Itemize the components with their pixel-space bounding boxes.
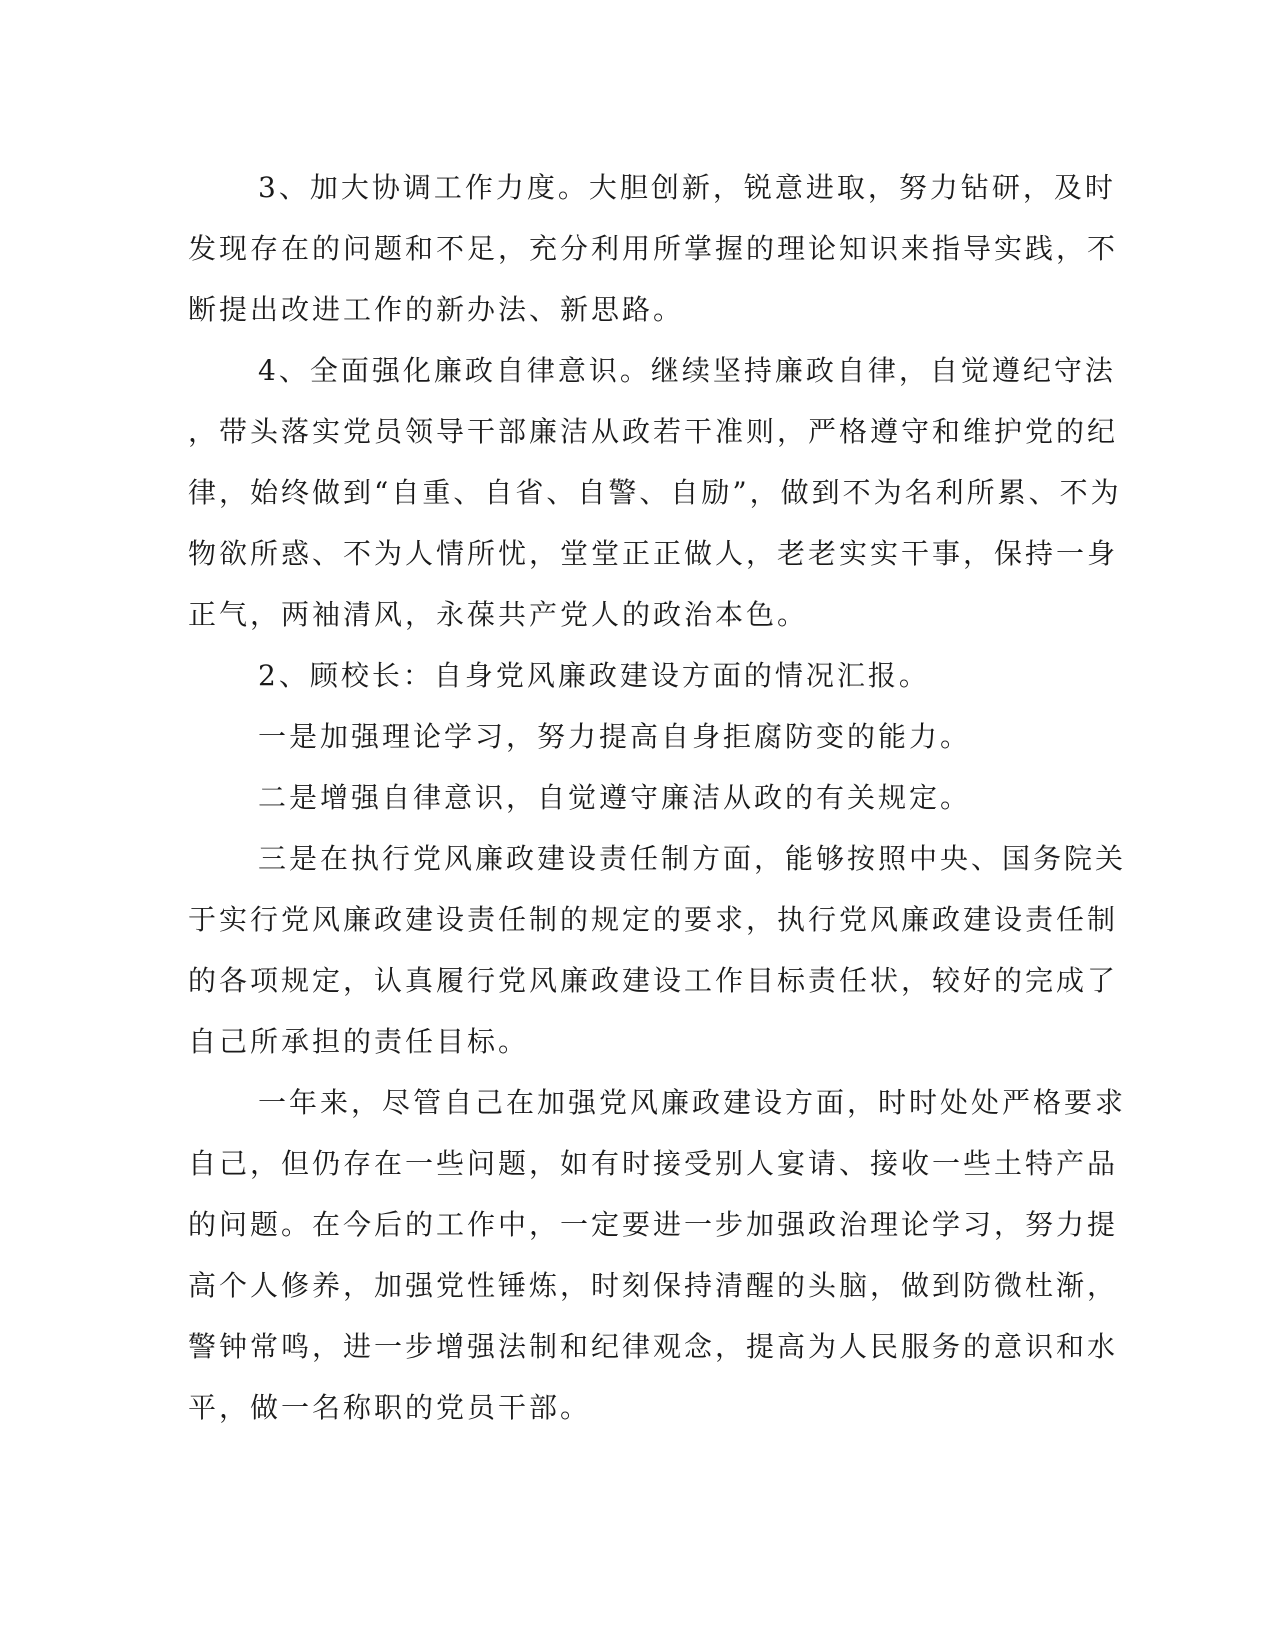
text-line: 2、顾校长：自身党风廉政建设方面的情况汇报。 <box>258 659 930 692</box>
text-line: 于实行党风廉政建设责任制的规定的要求，执行党风廉政建设责任制 <box>188 903 1119 936</box>
text-line: 自己所承担的责任目标。 <box>188 1025 530 1058</box>
text-line: 三是在执行党风廉政建设责任制方面，能够按照中央、国务院关 <box>258 842 1127 875</box>
text-line: 发现存在的问题和不足，充分利用所掌握的理论知识来指导实践，不 <box>188 232 1119 265</box>
text-line: 二是增强自律意识，自觉遵守廉洁从政的有关规定。 <box>258 781 972 814</box>
text-line: 一是加强理论学习，努力提高自身拒腐防变的能力。 <box>258 720 972 753</box>
text-line: 警钟常鸣，进一步增强法制和纪律观念，提高为人民服务的意识和水 <box>188 1330 1119 1363</box>
text-line: 正气，两袖清风，永葆共产党人的政治本色。 <box>188 598 809 631</box>
text-line: 律，始终做到“自重、自省、自警、自励”，做到不为名利所累、不为 <box>188 476 1122 509</box>
text-line: 断提出改进工作的新办法、新思路。 <box>188 293 685 326</box>
text-line: 高个人修养，加强党性锤炼，时刻保持清醒的头脑，做到防微杜渐， <box>188 1269 1119 1302</box>
document-body <box>188 157 1127 1438</box>
text-line: 4、全面强化廉政自律意识。继续坚持廉政自律，自觉遵纪守法 <box>258 354 1116 387</box>
text-line: 的各项规定，认真履行党风廉政建设工作目标责任状，较好的完成了 <box>188 964 1119 997</box>
text-line: 自己，但仍存在一些问题，如有时接受别人宴请、接收一些土特产品 <box>188 1147 1119 1180</box>
text-line: 3、加大协调工作力度。大胆创新，锐意进取，努力钻研，及时 <box>258 171 1116 204</box>
text-line: 一年来，尽管自己在加强党风廉政建设方面，时时处处严格要求 <box>258 1086 1127 1119</box>
text-line: 物欲所惑、不为人情所忧，堂堂正正做人，老老实实干事，保持一身 <box>188 537 1119 570</box>
text-line: ，带头落实党员领导干部廉洁从政若干准则，严格遵守和维护党的纪 <box>188 415 1119 448</box>
text-line: 的问题。在今后的工作中，一定要进一步加强政治理论学习，努力提 <box>188 1208 1119 1241</box>
text-line: 平，做一名称职的党员干部。 <box>188 1391 592 1424</box>
